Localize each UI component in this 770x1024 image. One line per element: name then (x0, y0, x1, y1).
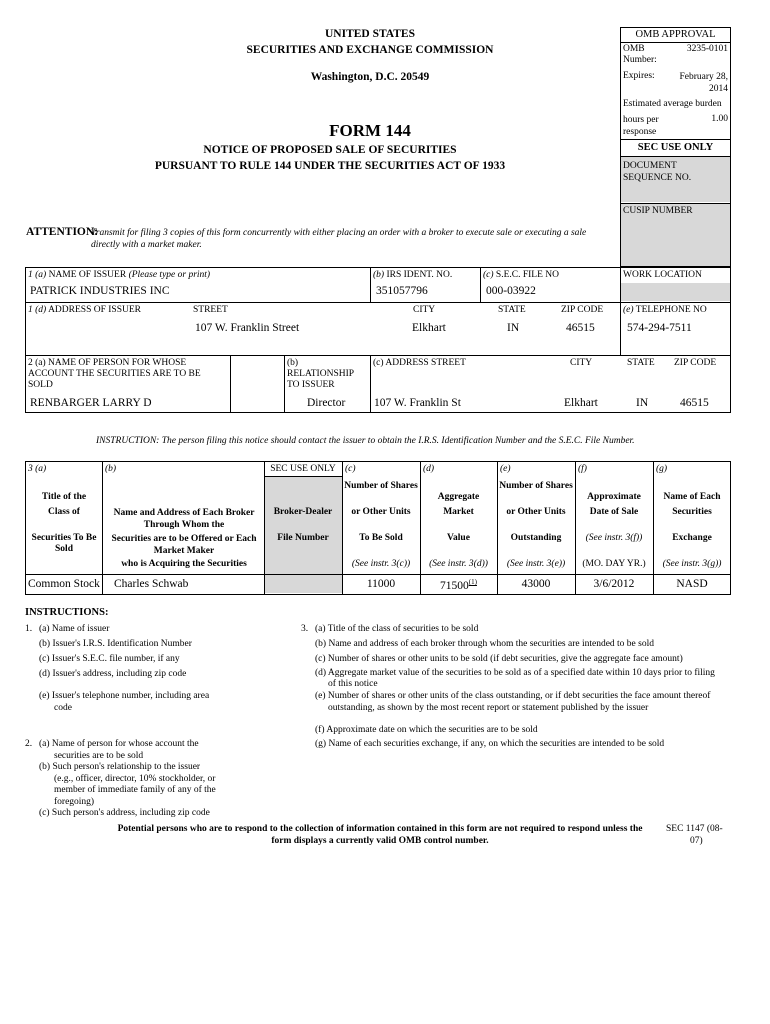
seller-zip[interactable]: 46515 (680, 397, 709, 409)
col-a-h2: Class of (48, 507, 80, 517)
issuer-state[interactable]: IN (507, 322, 520, 334)
instr-2b-3: member of immediate family of any of the (54, 785, 216, 795)
zip-label: ZIP CODE (561, 305, 604, 315)
col-g-h1: Name of Each (663, 492, 721, 502)
row-value[interactable]: 71500$^{(1)}$ (440, 578, 477, 592)
issuer-name-label: 1 (a) NAME OF ISSUER (Please type or print) (28, 270, 211, 280)
instr-3d-2: of this notice (328, 679, 378, 689)
col-e-h4: (See instr. 3(e)) (506, 559, 566, 569)
attention-label: ATTENTION: (26, 226, 98, 238)
instr-2b-2: (e.g., officer, director, 10% stockholder, or (54, 774, 216, 784)
omb-hours-label: hours per response (623, 115, 659, 137)
issuer-address-label: 1 (d) ADDRESS OF ISSUER (28, 305, 141, 315)
col-e-h3: Outstanding (510, 533, 562, 543)
col-d-h2: Market (443, 507, 474, 517)
form-subtitle-2: PURSUANT TO RULE 144 UNDER THE SECURITIES ACT OF 1933 (154, 160, 506, 172)
issuer-street[interactable]: 107 W. Franklin Street (195, 322, 300, 334)
col-c-h4: (See instr. 3(c)) (351, 559, 411, 569)
col-g-h2: Securities (672, 507, 712, 517)
col-b-h2: Securities are to be Offered or Each Market Maker (111, 534, 257, 556)
col-a-h1: Title of the (41, 492, 87, 502)
col-c-h3: To Be Sold (359, 533, 403, 543)
form-number-1: SEC 1147 (08- (666, 824, 723, 834)
agency-address: Washington, D.C. 20549 (310, 71, 430, 83)
omb-hours: 1.00 (711, 114, 728, 124)
row-outstanding[interactable]: 43000 (521, 578, 551, 590)
omb-number: 3235-0101 (686, 44, 728, 54)
instructions-title: INSTRUCTIONS: (25, 607, 109, 618)
city-label: CITY (413, 305, 436, 315)
irs-number[interactable]: 351057796 (376, 285, 428, 297)
issuer-telephone[interactable]: 574-294-7511 (627, 322, 692, 334)
instr-3g: (g) Name of each securities exchange, if any, on which the securities are intended to be sold (315, 739, 665, 749)
col-e-h2: or Other Units (506, 507, 566, 517)
row-exchange[interactable]: NASD (676, 578, 708, 590)
col-f-h3: (See instr. 3(f)) (585, 533, 643, 543)
irs-label: (b) IRS IDENT. NO. (373, 270, 453, 280)
col-d-h1: Aggregate (437, 492, 480, 502)
seller-state[interactable]: IN (636, 397, 649, 409)
instr-1e-2: code (54, 703, 72, 713)
col-sec-h1: Broker-Dealer (273, 507, 333, 517)
col-f-h2: Date of Sale (589, 507, 639, 517)
footer-notice-2: form displays a currently valid OMB control number. (271, 836, 489, 846)
omb-burden-label: Estimated average burden (623, 99, 722, 109)
col-a-letter: 3 (a) (28, 464, 47, 474)
form-title: FORM 144 (329, 121, 411, 140)
footer-notice-1: Potential persons who are to respond to the collection of information contained in this form are not required to respond unless the (117, 824, 643, 834)
instr-3-num: 3. (301, 624, 309, 634)
agency-line-2: SECURITIES AND EXCHANGE COMMISSION (246, 44, 494, 56)
col-f-h4: (MO. DAY YR.) (582, 559, 646, 569)
col-b-h1: Name and Address of Each Broker Through Whom the (113, 508, 255, 530)
col-c-h1: Number of Shares (344, 481, 418, 491)
col-d-letter: (d) (423, 464, 435, 474)
col-f-letter: (f) (578, 464, 587, 474)
instr-2-num: 2. (25, 739, 33, 749)
omb-number-label: OMB Number: (623, 44, 657, 65)
form-number-2: 07) (690, 836, 703, 846)
seller-name-label: 2 (a) NAME OF PERSON FOR WHOSE ACCOUNT THE SECURITIES ARE TO BE SOLD (28, 358, 201, 390)
col-d-h4: (See instr. 3(d)) (429, 559, 488, 569)
seller-name[interactable]: RENBARGER LARRY D (30, 397, 152, 409)
issuer-zip[interactable]: 46515 (566, 322, 595, 334)
attention-text-2: directly with a market maker. (91, 240, 202, 250)
omb-expires: February 28, 2014 (679, 72, 728, 94)
seller-zip-label: ZIP CODE (674, 358, 717, 368)
instr-3c: (c) Number of shares or other units to be sold (if debt securities, give the aggregate face amount) (315, 654, 683, 664)
seller-relationship[interactable]: Director (307, 397, 346, 409)
row-broker[interactable]: Charles Schwab (114, 578, 189, 590)
col-g-letter: (g) (656, 464, 668, 474)
street-label: STREET (193, 305, 228, 315)
instr-2b-1: (b) Such person's relationship to the issuer (39, 762, 201, 772)
agency-line-1: UNITED STATES (324, 28, 415, 40)
row-shares[interactable]: 11000 (366, 578, 396, 590)
instr-3b: (b) Name and address of each broker through whom the securities are intended to be sold (315, 639, 654, 649)
col-g-h4: (See instr. 3(g)) (662, 559, 722, 569)
instr-1-num: 1. (25, 624, 33, 634)
col-sec-letter: SEC USE ONLY (270, 464, 336, 474)
work-location-label: WORK LOCATION (623, 270, 702, 280)
col-sec-h2: File Number (277, 533, 329, 543)
work-location-field (621, 283, 730, 301)
col-f-h1: Approximate (587, 492, 641, 502)
col-c-h2: or Other Units (351, 507, 411, 517)
cusip-label: CUSIP NUMBER (623, 206, 693, 216)
seller-street[interactable]: 107 W. Franklin St (374, 397, 461, 409)
sec-file-label: (c) S.E.C. FILE NO (483, 270, 559, 280)
col-e-letter: (e) (500, 464, 511, 474)
col-g-h3: Exchange (672, 533, 712, 543)
instr-2b-4: foregoing) (54, 797, 95, 807)
relationship-label: (b) RELATIONSHIP TO ISSUER (287, 358, 354, 390)
instruction-line: INSTRUCTION: The person filing this notice should contact the issuer to obtain the I.R.S. Identification Number and the S.E.C. File Number. (96, 436, 635, 446)
issuer-city[interactable]: Elkhart (412, 322, 446, 334)
sec-use-only-title: SEC USE ONLY (637, 142, 714, 153)
instr-1b: (b) Issuer's I.R.S. Identification Number (39, 639, 192, 649)
seller-state-label: STATE (627, 358, 655, 368)
col-a-h3: Securities To Be Sold (31, 533, 97, 554)
telephone-label: (e) TELEPHONE NO (623, 305, 707, 315)
col-b-letter: (b) (105, 464, 117, 474)
instr-1d: (d) Issuer's address, including zip code (39, 669, 187, 679)
instr-3d-1: (d) Aggregate market value of the securities to be sold as of a specified date within 10 days prior to filing (315, 668, 715, 678)
sec-file-number[interactable]: 000-03922 (486, 285, 536, 297)
attention-text-1: Transmit for filing 3 copies of this form concurrently with either placing an order with a broker to execute sale or executing a sale (91, 228, 587, 238)
instr-1e-1: (e) Issuer's telephone number, including area (39, 691, 210, 701)
omb-expires-label: Expires: (623, 71, 655, 81)
instr-2a-1: (a) Name of person for whose account the (39, 739, 199, 749)
instr-3f: (f) Approximate date on which the securities are to be sold (315, 725, 538, 735)
row-date[interactable]: 3/6/2012 (593, 578, 635, 590)
col-e-h1: Number of Shares (499, 481, 573, 491)
doc-seq-label: DOCUMENT SEQUENCE NO. (623, 161, 692, 183)
issuer-name[interactable]: PATRICK INDUSTRIES INC (30, 285, 170, 297)
omb-title: OMB APPROVAL (635, 29, 716, 40)
state-label: STATE (498, 305, 526, 315)
row-class[interactable]: Common Stock (28, 578, 100, 590)
instr-3e-1: (e) Number of shares or other units of the class outstanding, or if debt securities the face amount thereof (315, 691, 711, 701)
instr-2a-2: securities are to be sold (54, 751, 144, 761)
col-d-h3: Value (447, 533, 470, 543)
instr-2c: (c) Such person's address, including zip code (39, 808, 210, 818)
seller-city-label: CITY (570, 358, 593, 368)
col-c-letter: (c) (345, 464, 356, 474)
instr-1c: (c) Issuer's S.E.C. file number, if any (39, 654, 180, 664)
form-subtitle-1: NOTICE OF PROPOSED SALE OF SECURITIES (203, 144, 457, 156)
seller-address-label: (c) ADDRESS STREET (373, 358, 466, 368)
seller-city[interactable]: Elkhart (564, 397, 598, 409)
col-b-h3: who is Acquiring the Securities (121, 559, 247, 569)
instr-1a: (a) Name of issuer (39, 624, 110, 634)
instr-3a: (a) Title of the class of securities to be sold (315, 624, 479, 634)
instr-3e-2: outstanding, as shown by the most recent report or statement published by the issuer (328, 703, 649, 713)
